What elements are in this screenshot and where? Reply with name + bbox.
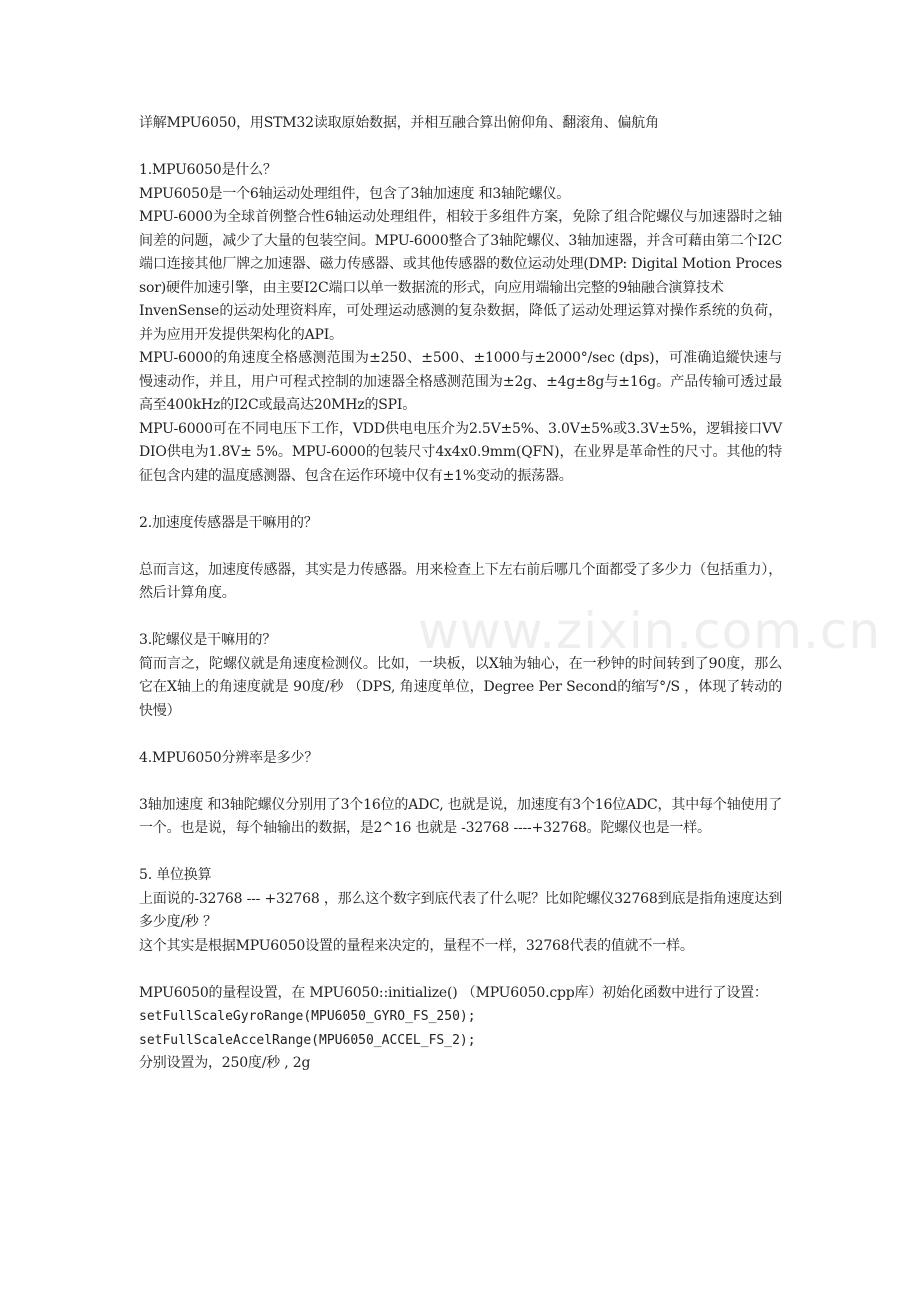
code-line: setFullScaleGyroRange(MPU6050_GYRO_FS_250);	[139, 1009, 476, 1024]
paragraph: MPU-6000可在不同电压下工作，VDD供电电压介为2.5V±5%、3.0V±5%或3.3V±5%，逻辑接口VVDIO供电为1.8V± 5%。MPU-6000的包装尺寸4x4x0.9mm(QFN)，在业界是革命性的尺寸。其他的特征包含内建的温度感测器、包含在运作环境中仅有±1%变动的振荡器。	[139, 420, 782, 484]
paragraph: MPU-6000为全球首例整合性6轴运动处理组件，相较于多组件方案，免除了组合陀螺仪与加速器时之轴间差的问题，减少了大量的包装空间。MPU-6000整合了3轴陀螺仪、3轴加速器，并含可藉由第二个I2C端口连接其他厂牌之加速器、磁力传感器、或其他传感器的数位运动处理(DMP: Digital Motion Processor)硬件加速引擎，由主要I2C端口以单一数据流的形式，向应用端输出完整的9轴融合演算技术	[139, 209, 782, 296]
paragraph: 总而言这，加速度传感器，其实是力传感器。用来检查上下左右前后哪几个面都受了多少力（包括重力），然后计算角度。	[139, 561, 782, 601]
spacer	[139, 535, 782, 559]
section-heading: 1.MPU6050是什么？	[139, 162, 277, 178]
watermark: www.zixin.com.cn	[418, 602, 882, 660]
spacer	[139, 958, 782, 982]
paragraph: MPU6050是一个6轴运动处理组件，包含了3轴加速度 和3轴陀螺仪。	[139, 185, 571, 202]
section-4	[139, 747, 782, 841]
spacer	[139, 841, 782, 865]
document-body	[139, 112, 782, 1076]
spacer	[139, 770, 782, 794]
paragraph: 3轴加速度 和3轴陀螺仪分别用了3个16位的ADC, 也就是说，加速度有3个16位ADC，其中每个轴使用了一个。也是说，每个轴输出的数据，是2^16 也就是 -32768 ----+32768。陀螺仪也是一样。	[139, 796, 782, 836]
section-range-settings	[139, 982, 782, 1076]
paragraph: MPU6050的量程设置，在 MPU6050::initialize() （MPU6050.cpp库）初始化函数中进行了设置：	[139, 984, 768, 1001]
section-heading: 4.MPU6050分辨率是多少？	[139, 749, 319, 766]
section-heading: 5. 单位换算	[139, 867, 212, 883]
paragraph: 上面说的-32768 --- +32768 ，那么这个数字到底代表了什么呢？比如陀螺仪32768到底是指角速度达到多少度/秒 ？	[139, 890, 782, 930]
section-5	[139, 864, 782, 958]
paragraph: MPU-6000的角速度全格感测范围为±250、±500、±1000与±2000°/sec (dps)，可准确追縱快速与慢速动作，并且，用户可程式控制的加速器全格感测范围为±2g、±4g±8g与±16g。产品传输可透过最高至400kHz的I2C或最高达20MHz的SPI。	[139, 350, 782, 413]
section-heading: 2.加速度传感器是干嘛用的？	[139, 514, 318, 531]
section-1	[139, 159, 782, 488]
spacer	[139, 488, 782, 512]
paragraph: 简而言之，陀螺仪就是角速度检测仪。比如，一块板，以X轴为轴心，在一秒钟的时间转到了90度，那么它在X轴上的角速度就是 90度/秒 （DPS, 角速度单位，Degree Per Second的缩写°/S ，体现了转动的快慢）	[139, 655, 782, 719]
section-2	[139, 512, 782, 606]
document-title: 详解MPU6050，用STM32读取原始数据，并相互融合算出俯仰角、翻滚角、偏航角	[139, 115, 659, 131]
section-3	[139, 629, 782, 723]
code-line: setFullScaleAccelRange(MPU6050_ACCEL_FS_2);	[139, 1032, 476, 1048]
spacer	[139, 723, 782, 747]
paragraph: 分别设置为，250度/秒 , 2g	[139, 1055, 311, 1071]
paragraph: 这个其实是根据MPU6050设置的量程来决定的，量程不一样，32768代表的值就不一样。	[139, 937, 694, 954]
section-heading: 3.陀螺仪是干嘛用的？	[139, 632, 277, 648]
paragraph: InvenSense的运动处理资料库，可处理运动感测的复杂数据，降低了运动处理运算对操作系统的负荷，并为应用开发提供架构化的API。	[139, 303, 782, 343]
spacer	[139, 606, 782, 630]
